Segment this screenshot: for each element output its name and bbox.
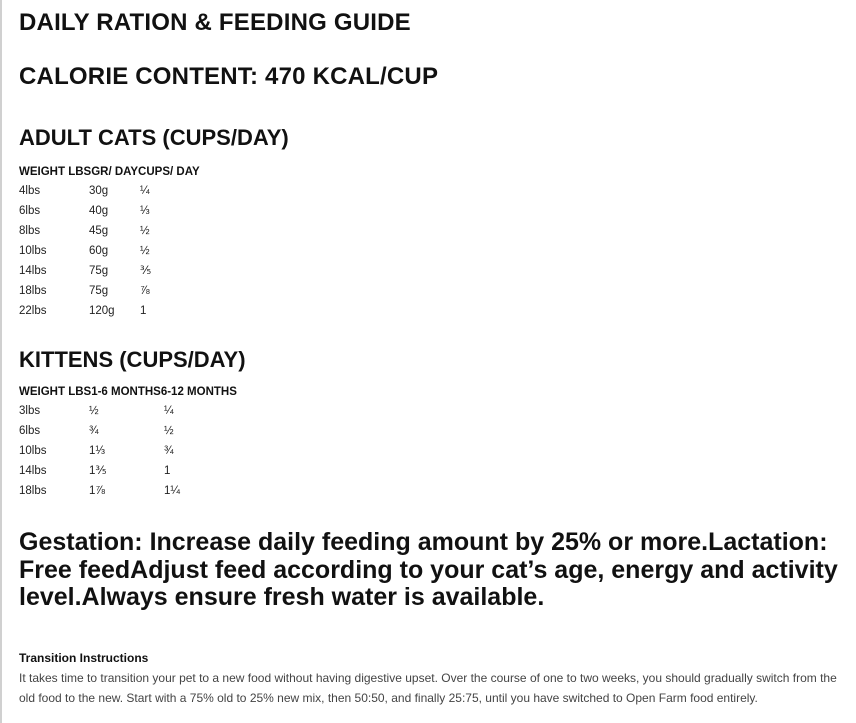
weight-cell: 4lbs [19, 185, 41, 197]
grams-cell: 120g [89, 305, 115, 317]
weight-cell: 14lbs [19, 265, 47, 277]
weight-cell: 8lbs [19, 225, 41, 237]
one-to-six-months-cell: ½ [89, 405, 99, 417]
six-to-twelve-months-cell: ¾ [164, 445, 174, 457]
calorie-content: CALORIE CONTENT: 470 KCAL/CUP [19, 63, 439, 90]
cups-cell: ½ [140, 245, 150, 257]
weight-cell: 6lbs [19, 205, 41, 217]
cups-cell: 1 [140, 305, 147, 317]
left-divider [0, 0, 2, 723]
grams-cell: 45g [89, 225, 109, 237]
adult-cats-heading: ADULT CATS (CUPS/DAY) [19, 125, 289, 150]
grams-cell: 60g [89, 245, 109, 257]
weight-cell: 14lbs [19, 465, 47, 477]
cups-cell: ¼ [140, 185, 150, 197]
gestation-lactation-notice: Gestation: Increase daily feeding amount by 25% or more.Lactation: Free feedAdjust feed according to your cat’s age, energy and activity level.Always ensure fresh water is available. [19, 528, 838, 611]
six-to-twelve-months-cell: 1 [164, 465, 171, 477]
adult-table-header: WEIGHT LBSGR/ DAYCUPS/ DAY [19, 166, 200, 178]
weight-cell: 18lbs [19, 285, 47, 297]
weight-cell: 6lbs [19, 425, 41, 437]
weight-cell: 3lbs [19, 405, 41, 417]
grams-cell: 40g [89, 205, 109, 217]
weight-cell: 18lbs [19, 485, 47, 497]
transition-paragraph: It takes time to transition your pet to a new food without having digestive upset. Over the course of one to two weeks, you should gradually switch from the old food to the new. Start with a 75% old to 25% new mix, then 50:50, and finally 25:75, until you have switched to Open Farm food entirely. [19, 671, 837, 705]
six-to-twelve-months-cell: ¼ [164, 405, 174, 417]
grams-cell: 75g [89, 265, 109, 277]
kittens-table-header: WEIGHT LBS1-6 MONTHS6-12 MONTHS [19, 386, 237, 398]
one-to-six-months-cell: 1⅗ [89, 465, 107, 477]
transition-heading: Transition Instructions [19, 651, 149, 665]
kittens-heading: KITTENS (CUPS/DAY) [19, 347, 246, 372]
one-to-six-months-cell: 1⅓ [89, 445, 105, 457]
one-to-six-months-cell: ¾ [89, 425, 99, 437]
six-to-twelve-months-cell: ½ [164, 425, 174, 437]
cups-cell: ½ [140, 225, 150, 237]
weight-cell: 22lbs [19, 305, 47, 317]
grams-cell: 30g [89, 185, 109, 197]
six-to-twelve-months-cell: 1¼ [164, 485, 180, 497]
cups-cell: ⅓ [140, 205, 150, 217]
grams-cell: 75g [89, 285, 109, 297]
page-title: DAILY RATION & FEEDING GUIDE [19, 9, 411, 36]
weight-cell: 10lbs [19, 245, 47, 257]
cups-cell: ⅗ [140, 265, 152, 277]
one-to-six-months-cell: 1⅞ [89, 485, 105, 497]
weight-cell: 10lbs [19, 445, 47, 457]
cups-cell: ⅞ [140, 285, 150, 297]
